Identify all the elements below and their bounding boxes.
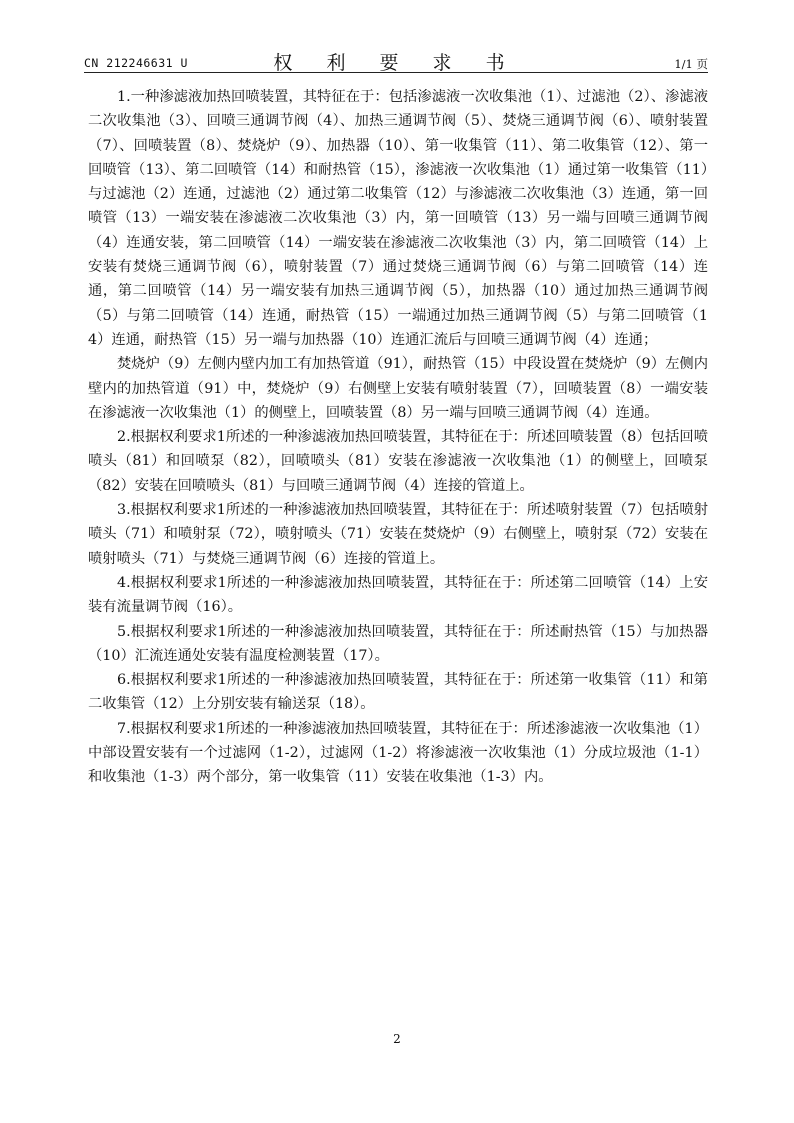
claim-2: 2.根据权利要求1所述的一种渗滤液加热回喷装置，其特征在于：所述回喷装置（8）包括回喷喷头（81）和回喷泵（82），回喷喷头（81）安装在渗滤液一次收集池（1）的侧壁上，回喷泵（82）安装在回喷喷头（81）与回喷三通调节阀（4）连接的管道上。	[88, 429, 708, 494]
document-title: 权 利 要 求 书	[273, 52, 519, 74]
page-number: 2	[393, 1032, 401, 1046]
claim-5: 5.根据权利要求1所述的一种渗滤液加热回喷装置，其特征在于：所述耐热管（15）与加热器（10）汇流连通处安装有温度检测装置（17）。	[88, 623, 708, 664]
header-rule	[84, 72, 708, 73]
document-number: CN 212246631 U	[84, 56, 188, 70]
claim-3: 3.根据权利要求1所述的一种渗滤液加热回喷装置，其特征在于：所述喷射装置（7）包括喷射喷头（71）和喷射泵（72），喷射喷头（71）安装在焚烧炉（9）右侧壁上，喷射泵（72）安装在喷射喷头（71）与焚烧三通调节阀（6）连接的管道上。	[88, 502, 708, 567]
claim-4: 4.根据权利要求1所述的一种渗滤液加热回喷装置，其特征在于：所述第二回喷管（14）上安装有流量调节阀（16）。	[88, 574, 708, 616]
claim-6: 6.根据权利要求1所述的一种渗滤液加热回喷装置，其特征在于：所述第一收集管（11）和第二收集管（12）上分别安装有输送泵（18）。	[88, 672, 708, 713]
claim-7: 7.根据权利要求1所述的一种渗滤液加热回喷装置，其特征在于：所述渗滤液一次收集池（1）中部设置安装有一个过滤网（1-2），过滤网（1-2）将渗滤液一次收集池（1）分成垃圾池（1-1）和收集池（1-3）两个部分，第一收集管（11）安装在收集池（1-3）内。	[88, 720, 708, 786]
page-info: 1/1 页	[674, 57, 708, 71]
page-header	[84, 44, 708, 72]
claim-1: 1.一种渗滤液加热回喷装置，其特征在于：包括渗滤液一次收集池（1）、过滤池（2）、渗滤液二次收集池（3）、回喷三通调节阀（4）、加热三通调节阀（5）、焚烧三通调节阀（6）、喷射装置（7）、回喷装置（8）、焚烧炉（9）、加热器（10）、第一收集管（11）、第二收集管（12）、第一回喷管（13）、第二回喷管（14）和耐热管（15），渗滤液一次收集池（1）通过第一收集管（11）与过滤池（2）连通，过滤池（2）通过第二收集管（12）与渗滤液二次收集池（3）连通，第一回喷管（13）一端安装在渗滤液二次收集池（3）内，第一回喷管（13）另一端与回喷三通调节阀（4）连通安装，第二回喷管（14）一端安装在渗滤液二次收集池（3）内，第二回喷管（14）上安装有焚烧三通调节阀（6），喷射装置（7）通过焚烧三通调节阀（6）与第二回喷管（14）连通，第二回喷管（14）另一端安装有加热三通调节阀（5），加热器（10）通过加热三通调节阀（5）与第二回喷管（14）连通，耐热管（15）一端通过加热三通调节阀（5）与第二回喷管（14）连通，耐热管（15）另一端与加热器（10）连通汇流后与回喷三通调节阀（4）连通；	[88, 89, 708, 348]
claims-body	[88, 85, 708, 790]
claim-1-continued: 焚烧炉（9）左侧内壁内加工有加热管道（91），耐热管（15）中段设置在焚烧炉（9）左侧内壁内的加热管道（91）中，焚烧炉（9）右侧壁上安装有喷射装置（7），回喷装置（8）一端安装在渗滤液一次收集池（1）的侧壁上，回喷装置（8）另一端与回喷三通调节阀（4）连通。	[88, 356, 708, 421]
